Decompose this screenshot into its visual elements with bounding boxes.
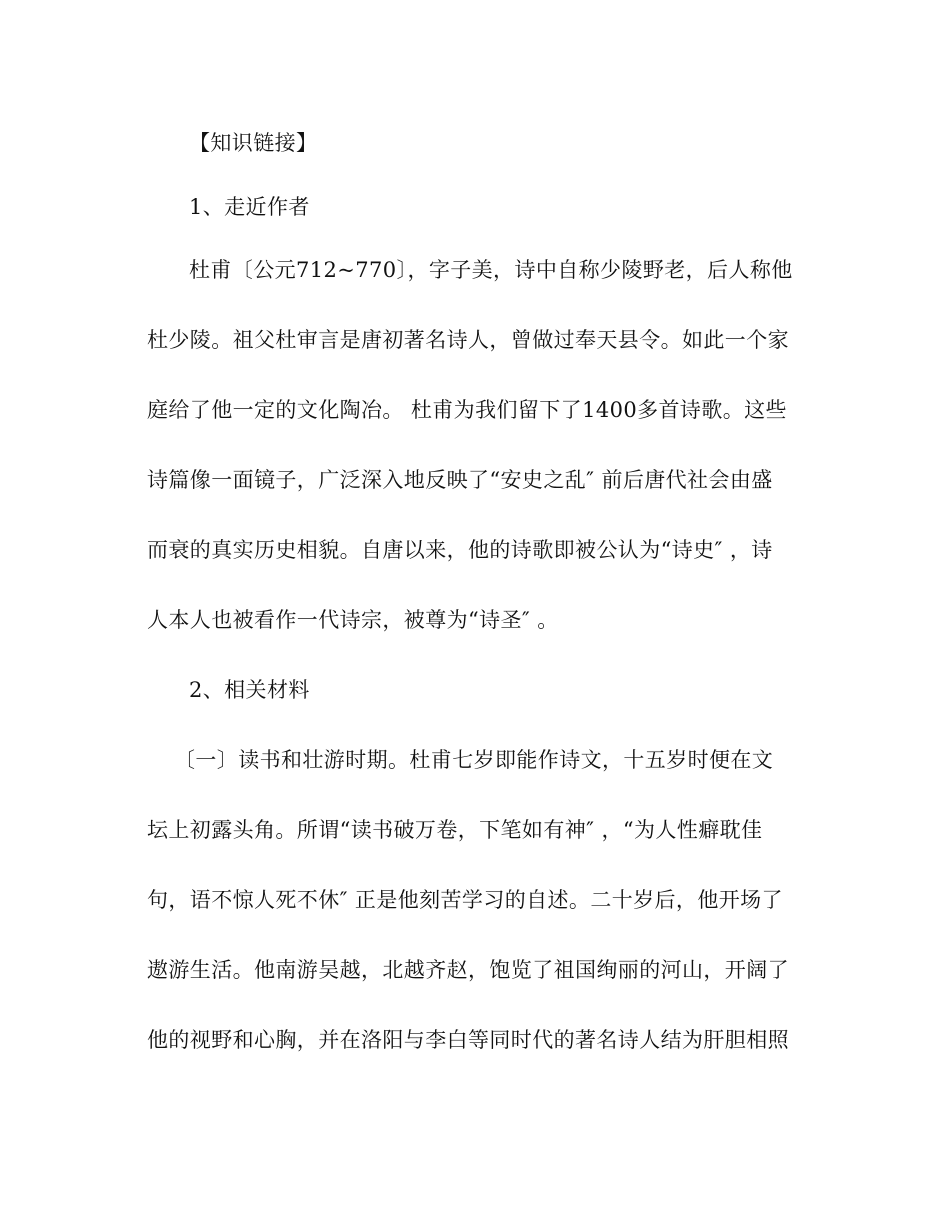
paragraph-line: 杜甫〔公元712~770〕，字子美，诗中自称少陵野老，后人称他 [189,258,793,282]
paragraph-line: 他的视野和心胸，并在洛阳与李白等同时代的著名诗人结为肝胆相照 [147,1028,789,1052]
paragraph-line: 〔一〕读书和壮游时期。杜甫七岁即能作诗文，十五岁时便在文 [174,748,774,772]
paragraph-line: 诗篇像一面镜子，广泛深入地反映了“安史之乱″ 前后唐代社会由盛 [147,468,773,492]
paragraph-line: 庭给了他一定的文化陶冶。 杜甫为我们留下了1400多首诗歌。这些 [147,398,787,422]
section-title-author: 1、走近作者 [189,195,310,219]
paragraph-line: 人本人也被看作一代诗宗，被尊为“诗圣″ 。 [147,608,559,632]
paragraph-line: 而衰的真实历史相貌。自唐以来，他的诗歌即被公认为“诗史″ ，诗 [147,538,773,562]
paragraph-line: 杜少陵。祖父杜审言是唐初著名诗人，曾做过奉天县令。如此一个家 [147,328,789,352]
paragraph-line: 遨游生活。他南游吴越，北越齐赵，饱览了祖国绚丽的河山，开阔了 [147,958,789,982]
section-title-materials: 2、相关材料 [189,678,310,702]
paragraph-line: 句，语不惊人死不休″ 正是他刻苦学习的自述。二十岁后，他开场了 [147,888,783,912]
knowledge-link-heading: 【知识链接】 [189,131,318,155]
paragraph-line: 坛上初露头角。所谓“读书破万卷，下笔如有神″ ，“为人性癖耽佳 [147,818,763,842]
